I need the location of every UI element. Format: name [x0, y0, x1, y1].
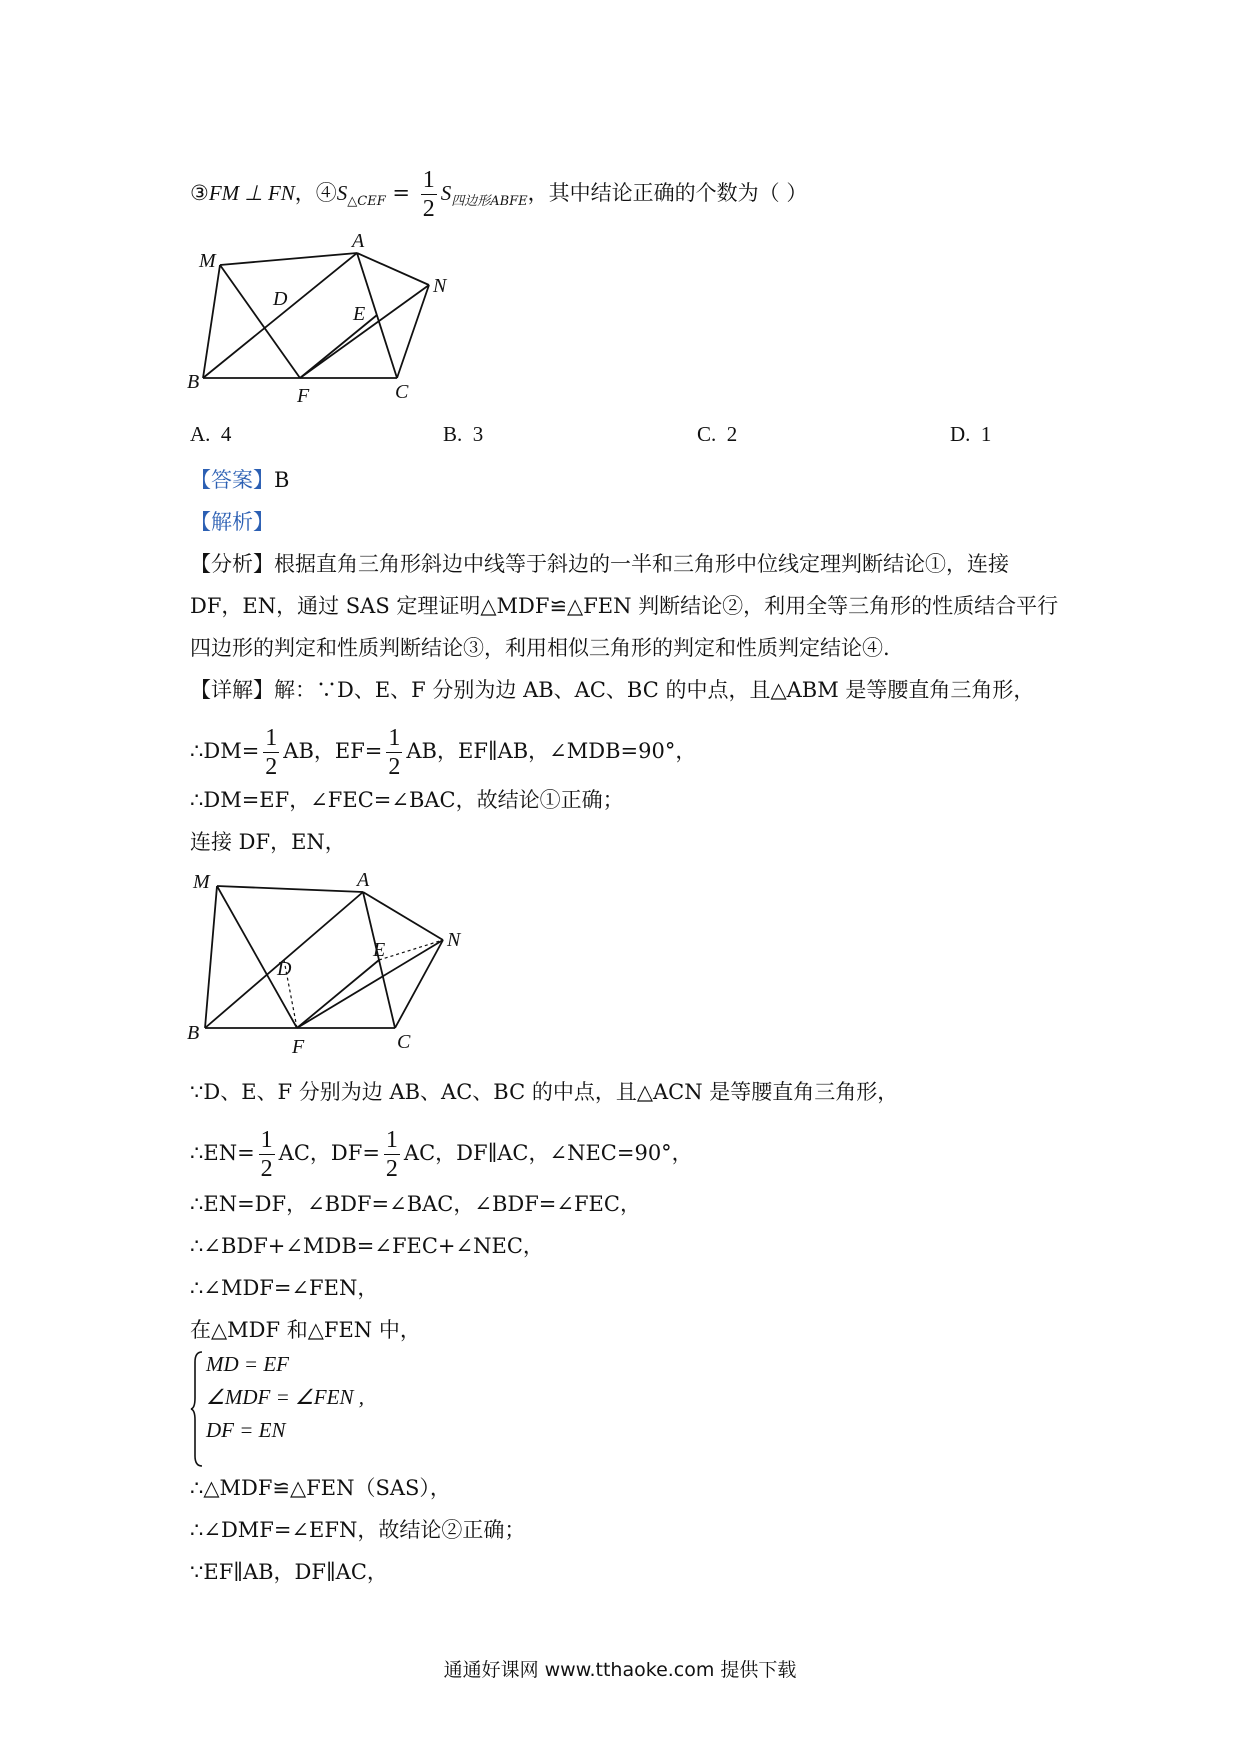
fraction-one-half: $\frac{1}{2}$ — [422, 167, 435, 222]
label-c: C — [395, 381, 409, 403]
equation-1: MD = EF — [206, 1352, 289, 1376]
answer-tag: 【答案】 — [190, 468, 274, 492]
detail-line-5: ∵D、E、F 分别为边 AB、AC、BC 的中点，且△ACN 是等腰直角三角形， — [190, 1080, 899, 1104]
circled-4: ④ — [315, 181, 337, 205]
question-prompt: ，其中结论正确的个数为（ ） — [527, 181, 808, 205]
label-a: A — [357, 869, 370, 891]
circled-3: ③ — [190, 181, 209, 205]
label-b: B — [187, 1022, 200, 1044]
detail-line-6: ∴EN= $\frac{1}{2}$ AC，DF= $\frac{1}{2}$ AC，DF∥AC，∠NEC=90°， — [190, 1127, 693, 1182]
detail-line-12: ∴∠DMF=∠EFN，故结论②正确； — [190, 1518, 526, 1542]
fenxi-line-1: 【分析】根据直角三角形斜边中线等于斜边的一半和三角形中位线定理判断结论①，连接 — [190, 552, 1009, 576]
fraction-one-half: $\frac{1}{2}$ — [265, 725, 278, 780]
fraction-one-half: $\frac{1}{2}$ — [260, 1127, 273, 1182]
label-n: N — [433, 275, 447, 297]
label-m: M — [193, 871, 210, 893]
detail-line-8: ∴∠BDF+∠MDB=∠FEC+∠NEC， — [190, 1234, 544, 1258]
equation-3: DF = EN — [206, 1418, 286, 1442]
fraction-one-half: $\frac{1}{2}$ — [385, 1127, 398, 1182]
footer-source: 通通好课网 www.tthaoke.com 提供下载 — [443, 1659, 797, 1681]
detail-line-4: 连接 DF，EN， — [190, 830, 346, 854]
answer-value: B — [274, 468, 290, 492]
analysis-tag: 【解析】 — [190, 510, 274, 534]
detail-line-2: ∴DM= $\frac{1}{2}$ AB，EF= $\frac{1}{2}$ AB，EF∥AB，∠MDB=90°， — [190, 725, 697, 780]
label-n: N — [447, 929, 461, 951]
label-f: F — [292, 1036, 305, 1058]
left-brace — [190, 1350, 204, 1468]
equation-2: ∠MDF = ∠FEN , — [206, 1385, 364, 1409]
label-f: F — [297, 385, 310, 407]
detail-line-7: ∴EN=DF，∠BDF=∠BAC，∠BDF=∠FEC， — [190, 1192, 641, 1216]
detail-tag: 【详解】 — [190, 678, 274, 702]
label-a: A — [352, 230, 365, 252]
geometry-figure-1 — [185, 230, 465, 410]
detail-line-11: ∴△MDF≌△FEN（SAS）， — [190, 1476, 451, 1500]
geometry-figure-2 — [185, 868, 475, 1058]
detail-line-1: 【详解】解：∵D、E、F 分别为边 AB、AC、BC 的中点，且△ABM 是等腰直角三角形， — [190, 678, 1035, 702]
detail-line-10: 在△MDF 和△FEN 中， — [190, 1318, 421, 1342]
condition-3: FM ⊥ FN — [208, 181, 295, 205]
label-d: D — [277, 958, 292, 980]
label-d: D — [273, 288, 288, 310]
option-b: B. 3 — [443, 422, 484, 446]
detail-line-13: ∵EF∥AB，DF∥AC， — [190, 1560, 388, 1584]
option-d: D. 1 — [950, 422, 992, 446]
option-c: C. 2 — [697, 422, 738, 446]
detail-line-9: ∴∠MDF=∠FEN， — [190, 1276, 379, 1300]
option-a: A. 4 — [190, 422, 232, 446]
answer-line — [190, 466, 289, 494]
detail-line-3: ∴DM=EF，∠FEC=∠BAC，故结论①正确； — [190, 788, 624, 812]
fraction-one-half: $\frac{1}{2}$ — [388, 725, 401, 780]
label-e: E — [373, 939, 386, 961]
label-c: C — [397, 1031, 411, 1053]
label-m: M — [199, 250, 216, 272]
question-tail: ③FM ⊥ FN，$④S_{\triangle CEF}$ = $\frac{1}{2}$ $S_{四边形ABFE}$，其中结论正确的个数为（ ） — [190, 167, 808, 222]
label-b: B — [187, 371, 200, 393]
fenxi-line-2: DF，EN，通过 SAS 定理证明△MDF≌△FEN 判断结论②，利用全等三角形的性质结合平行 — [190, 594, 1059, 618]
label-e: E — [353, 303, 366, 325]
fenxi-tag: 【分析】 — [190, 552, 274, 576]
fenxi-line-3: 四边形的判定和性质判断结论③，利用相似三角形的判定和性质判定结论④. — [190, 636, 890, 660]
